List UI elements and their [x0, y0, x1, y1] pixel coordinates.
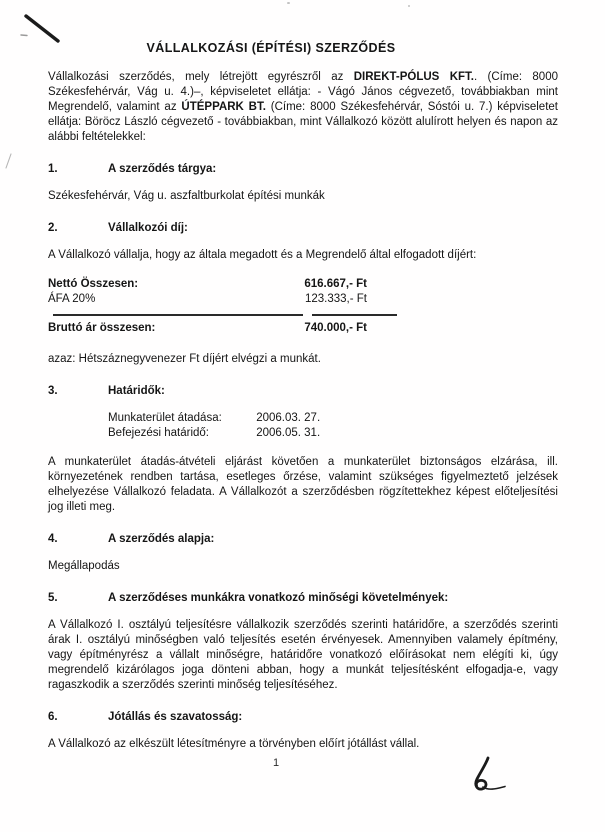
- gross-total-label: Bruttó ár összesen:: [48, 322, 156, 334]
- completion-date-value: 2006.05. 31.: [256, 427, 321, 439]
- section-5-body: A Vállalkozó I. osztályú teljesítésre vállalkozik szerződés szerinti határidőre, a szerződés szerinti árak I. osztályú minőségben való teljesítés esetén érvényesek. Amennyiben valamely építmény, vagy építményrész a vállalt minőségre, határidőre vonatkozó előírásokat nem elégíti ki, úgy megrendelő kizárólagos joga dönteni abban, hogy a munkát teljesítésként elfogadja-e, vagy ragaszkodik a szerződés szerinti minőség teljesítéséhez.: [48, 619, 558, 691]
- sum-divider-line: [48, 314, 558, 316]
- handover-date-label: Munkaterület átadása:: [108, 412, 222, 424]
- table-row: [48, 277, 558, 292]
- schedule-row: [108, 411, 558, 426]
- section-3-body: A munkaterület átadás-átvételi eljárást követően a munkaterület biztonságos elzárása, ill. környezetének rendben tartása, esetleges őrzése, valamint szükséges figyelmeztető jelzések elhelyezése Vállalkozó feladata. A Vállalkozót a szerződésben rögzítettekhez képest előteljesítési jog illeti meg.: [48, 456, 558, 513]
- section-1-heading: [48, 162, 558, 177]
- section-title: Vállalkozói díj:: [108, 222, 188, 234]
- table-row: [48, 292, 558, 307]
- section-number: 6.: [48, 711, 58, 723]
- section-title: Jótállás és szavatosság:: [108, 711, 243, 723]
- section-number: 2.: [48, 222, 58, 234]
- section-number: 5.: [48, 592, 58, 604]
- intro-paragraph: [48, 70, 558, 145]
- deadline-schedule: [48, 411, 558, 441]
- document-title: VÁLLALKOZÁSI (ÉPÍTÉSI) SZERZŐDÉS: [146, 41, 396, 55]
- page-number: 1: [272, 757, 280, 769]
- net-total-label: Nettó Összesen:: [48, 278, 139, 290]
- section-title: A szerződés tárgya:: [108, 163, 217, 175]
- section-2-body: A Vállalkozó vállalja, hogy az általa megadott és a Megrendelő által elfogadott díjért:: [48, 249, 477, 261]
- amount-in-words-note: azaz: Hétszáznegyvenezer Ft díjért elvégzi a munkát.: [48, 353, 321, 365]
- handover-date-value: 2006.03. 27.: [256, 412, 321, 424]
- section-number: 4.: [48, 533, 58, 545]
- scan-artifact-slash: [2, 146, 16, 176]
- intro-text: . (Címe: 8000 Székesfehérvár, Vág u. 4.)–, képviseletet ellátja: - Vágó János cégvezető, továbbiakban mint Megrendelő, valamint az: [48, 71, 558, 113]
- completion-date-label: Befejezési határidő:: [108, 427, 210, 439]
- section-4-body: Megállapodás: [48, 560, 120, 572]
- section-title: Határidők:: [108, 385, 165, 397]
- intro-text: Vállalkozási szerződés, mely létrejött egyrészről az: [48, 71, 354, 83]
- handwritten-initial-mark: [460, 750, 510, 798]
- vat-label: ÁFA 20%: [48, 293, 96, 305]
- section-title: A szerződéses munkákra vonatkozó minőségi követelmények:: [108, 592, 449, 604]
- section-2-heading: [48, 221, 558, 236]
- party-name-contractor: ÚTÉPPARK BT.: [181, 101, 266, 113]
- party-name-client: DIREKT-PÓLUS KFT.: [353, 71, 474, 83]
- table-row: [48, 321, 558, 336]
- price-table: [48, 277, 558, 336]
- section-6-heading: [48, 710, 558, 725]
- section-1-body: Székesfehérvár, Vág u. aszfaltburkolat építési munkák: [48, 190, 325, 202]
- vat-value: 123.333,- Ft: [304, 293, 367, 305]
- schedule-row: [108, 426, 558, 441]
- section-number: 3.: [48, 385, 58, 397]
- section-4-heading: [48, 532, 558, 547]
- section-3-heading: [48, 384, 558, 399]
- intro-text: (Címe: 8000 Székesfehérvár, Sóstói u. 7.) képviseletet ellátja: Böröcz László cégvezető - továbbiakban, mint Vállalkozó között alulírott helyen és napon az alábbi feltételekkel:: [48, 101, 558, 143]
- gross-total-value: 740.000,- Ft: [304, 322, 367, 334]
- net-total-value: 616.667,- Ft: [304, 278, 367, 290]
- section-6-body: A Vállalkozó az elkészült létesítményre a törvényben előírt jótállást vállal.: [48, 738, 420, 750]
- section-title: A szerződés alapja:: [108, 533, 215, 545]
- section-number: 1.: [48, 163, 58, 175]
- document-content: [48, 0, 558, 752]
- section-5-heading: [48, 591, 558, 606]
